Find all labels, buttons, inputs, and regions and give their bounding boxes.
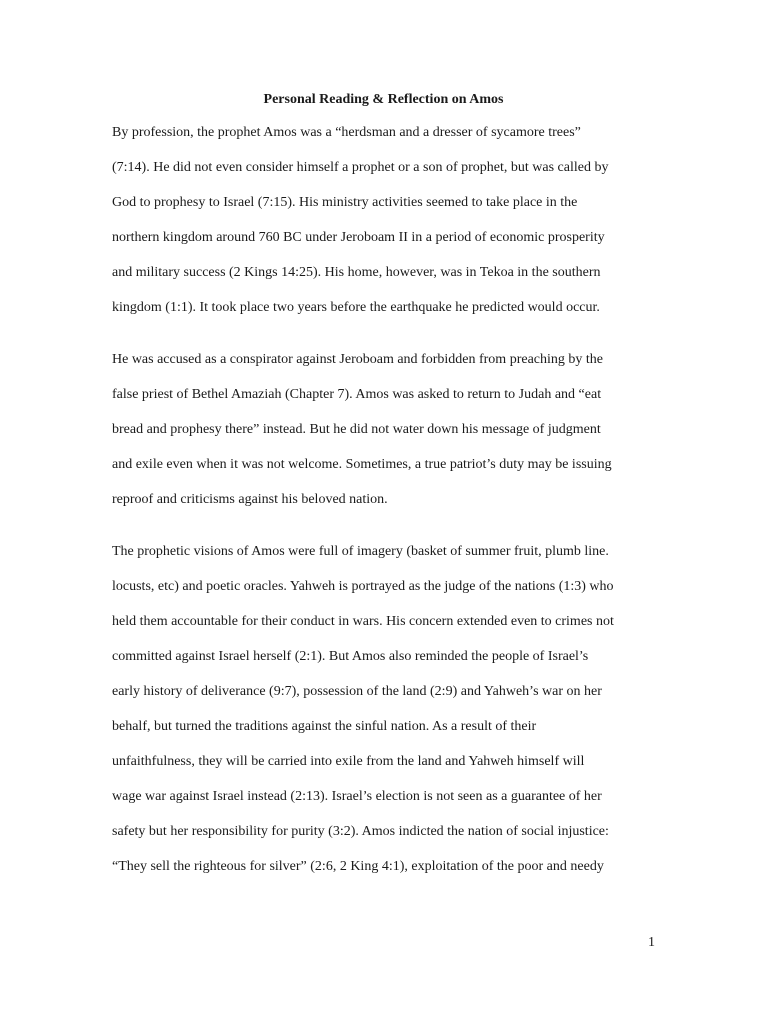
text-line: northern kingdom around 760 BC under Jeroboam II in a period of economic prosperity: [112, 230, 605, 245]
page-number: 1: [648, 935, 655, 950]
text-line: and military success (2 Kings 14:25). His home, however, was in Tekoa in the southern: [112, 265, 601, 280]
document-title: Personal Reading & Reflection on Amos: [263, 92, 504, 107]
text-line: By profession, the prophet Amos was a “herdsman and a dresser of sycamore trees”: [112, 125, 581, 140]
paragraph-1: [112, 123, 658, 333]
text-line: false priest of Bethel Amaziah (Chapter 7). Amos was asked to return to Judah and “eat: [112, 387, 602, 402]
text-line: held them accountable for their conduct in wars. His concern extended even to crimes not: [112, 614, 614, 629]
text-line: wage war against Israel instead (2:13). Israel’s election is not seen as a guarantee of her: [112, 789, 602, 804]
text-line: The prophetic visions of Amos were full of imagery (basket of summer fruit, plumb line.: [112, 544, 609, 559]
text-line: behalf, but turned the traditions against the sinful nation. As a result of their: [112, 719, 537, 734]
text-line: locusts, etc) and poetic oracles. Yahweh is portrayed as the judge of the nations (1:3) who: [112, 579, 614, 594]
text-line: committed against Israel herself (2:1). But Amos also reminded the people of Israel’s: [112, 649, 589, 664]
text-line: (7:14). He did not even consider himself a prophet or a son of prophet, but was called by: [112, 160, 609, 175]
paragraph-3: [112, 542, 658, 892]
text-line: early history of deliverance (9:7), possession of the land (2:9) and Yahweh’s war on her: [112, 684, 602, 699]
text-line: and exile even when it was not welcome. Sometimes, a true patriot’s duty may be issuing: [112, 457, 612, 472]
text-line: safety but her responsibility for purity (3:2). Amos indicted the nation of social injustice:: [112, 824, 609, 839]
text-line: “They sell the righteous for silver” (2:6, 2 King 4:1), exploitation of the poor and needy: [112, 859, 604, 874]
paragraph-2: [112, 350, 658, 525]
text-line: He was accused as a conspirator against Jeroboam and forbidden from preaching by the: [112, 352, 603, 367]
text-line: unfaithfulness, they will be carried into exile from the land and Yahweh himself will: [112, 754, 585, 769]
text-line: bread and prophesy there” instead. But he did not water down his message of judgment: [112, 422, 601, 437]
text-line: God to prophesy to Israel (7:15). His ministry activities seemed to take place in the: [112, 195, 578, 210]
text-line: kingdom (1:1). It took place two years before the earthquake he predicted would occur.: [112, 300, 600, 315]
text-line: reproof and criticisms against his beloved nation.: [112, 492, 388, 507]
